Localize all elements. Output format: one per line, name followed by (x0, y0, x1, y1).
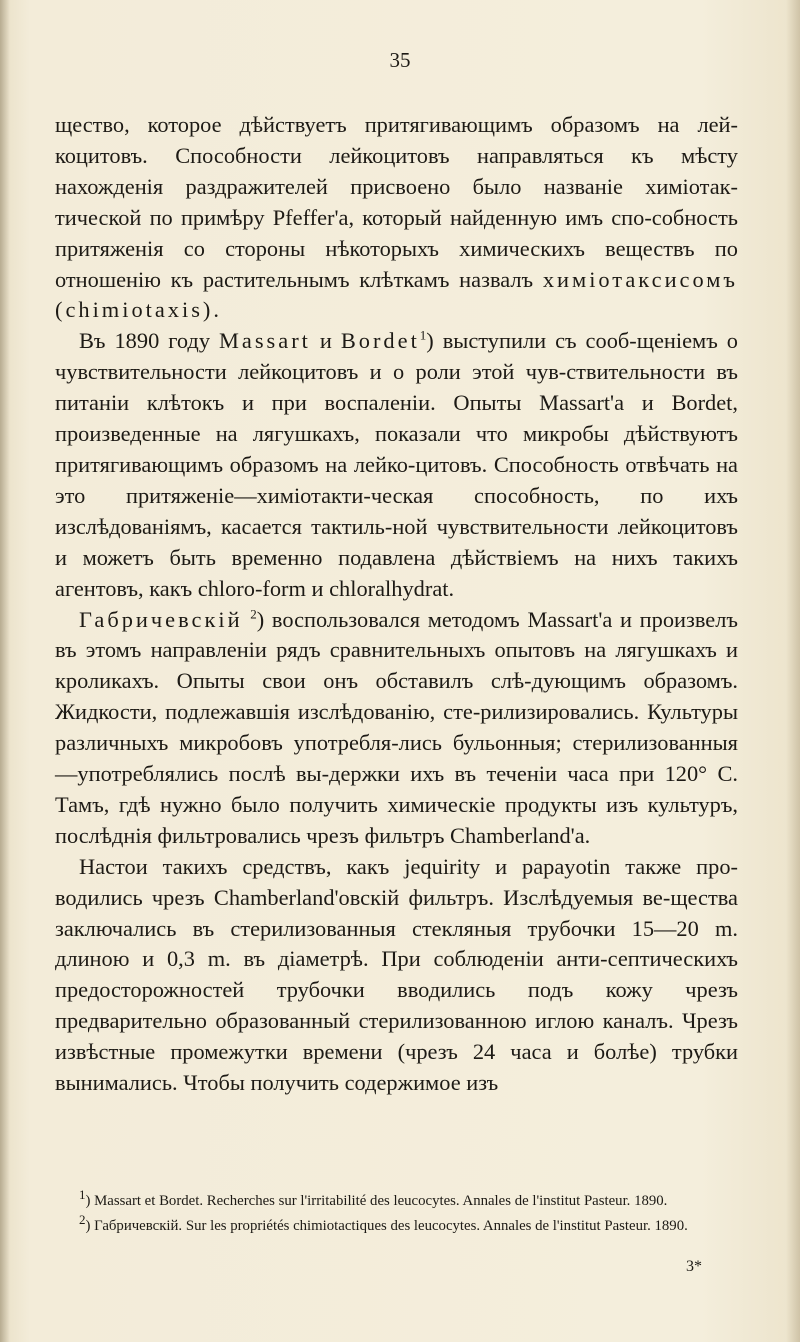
footnote-1-text: Massart et Bordet. Recherches sur l'irritabilité des leucocytes. Annales de l'institut Pasteur. 1890. (94, 1193, 668, 1209)
footnote-2-text: Габричевскій. Sur les propriétés chimiotactiques des leucocytes. Annales de l'institut Pasteur. 1890. (94, 1217, 688, 1234)
author-gabrichevsky: Габричевскій (79, 606, 243, 632)
term-chemotaxis-ru: химіотаксисомъ (542, 266, 739, 292)
paragraph-1 (55, 110, 738, 326)
paragraph-2-text: выступили съ сооб-щеніемъ о чувствительности лейкоцитовъ и о роли этой чув-ствительности въ питаніи клѣтокъ и при воспаленіи. Опыты Massart'а и Bordet, произведенные на лягушкахъ, показали что микробы дѣйствуютъ притягивающимъ образомъ на лейко-цитовъ. Способность отвѣчать на это притяженіе—химіотакти-ческая способность, по ихъ изслѣдованіямъ, касается тактиль-ной чувствительности лейкоцитовъ и можетъ быть временно подавлена дѣйствіемъ на нихъ такихъ агентовъ, какъ chloro-form и chloralhydrat. (55, 328, 738, 601)
paragraph-2-lead: Въ 1890 году (79, 328, 211, 354)
paragraph-3: Габричевскій $^2$) воспользовался методомъ Massart'а и произвелъ въ этомъ направленіи рядъ сравнительныхъ опытовъ на лягушкахъ и кроликахъ. Опыты свои онъ обставилъ слѣ-дующимъ образомъ. Жидкости, подлежавшія изслѣдованію, сте-рилизировались. Культуры различныхъ микробовъ употребля-лись бульонныя; стерилизованныя—употреблялись послѣ вы-держки ихъ въ теченіи часа при 120° С. Тамъ, гдѣ нужно было получить химическіе продукты изъ культуръ, послѣднія фильтровались чрезъ фильтръ Chamberland'а. (55, 606, 738, 848)
term-chemotaxis-lat: (chimiotaxis). (55, 297, 222, 323)
page-left-edge-shadow (0, 0, 10, 1342)
paragraph-3-text: воспользовался методомъ Massart'а и произвелъ въ этомъ направленіи рядъ сравнительныхъ опытовъ на лягушкахъ и кроликахъ. Опыты свои онъ обставилъ слѣ-дующимъ образомъ. Жидкости, подлежавшія изслѣдованію, сте-рилизировались. Культуры различныхъ микробовъ употребля-лись бульонныя; стерилизованныя—употреблялись послѣ вы-держки ихъ въ теченіи часа при 120° С. Тамъ, гдѣ нужно было получить химическіе продукты изъ культуръ, послѣднія фильтровались чрезъ фильтръ Chamberland'а. (55, 606, 738, 848)
footnote-2: $^2$) Габричевскій. Sur les propriétés chimiotactiques des leucocytes. Annales de l'institut Pasteur. 1890. (79, 1211, 688, 1234)
paragraph-4-text: Настои такихъ средствъ, какъ jequirity и papayotin также про-водились чрезъ Chamberland'овскій фильтръ. Изслѣдуемыя ве-щества заключались въ стерилизованныя стекляныя трубочки 15—20 m. длиною и 0,3 m. въ діаметрѣ. При соблюденіи анти-септическихъ предосторожностей трубочки вводились подъ кожу чрезъ предварительно образованный стерилизованною иглою каналъ. Чрезъ извѣстные промежутки времени (чрезъ 24 часа и болѣе) трубки вынимались. Чтобы получить содержимое изъ (55, 853, 738, 1096)
page-number: 35 (389, 48, 411, 72)
page-right-edge-shadow (786, 0, 800, 1342)
printer-sheet-signature: 3* (686, 1258, 702, 1275)
conjunction-and: и (319, 328, 332, 354)
author-bordet: Bordet (340, 328, 420, 354)
footnote-1-mark: 1 (79, 1187, 86, 1203)
footnote-ref-2: 2 (250, 606, 257, 622)
main-text (55, 110, 738, 1099)
author-massart: Massart (219, 328, 311, 354)
paragraph-2: Въ 1890 году Massart и Bordet$^1$) выступили съ сооб-щеніемъ о чувствительности лейкоцитовъ и о роли этой чув-ствительности въ питаніи клѣтокъ и при воспаленіи. Опыты Massart'а и Bordet, произведенные на лягушкахъ, показали что микробы дѣйствуютъ притягивающимъ образомъ на лейко-цитовъ. Способность отвѣчать на это притяженіе—химіотакти-ческая способность, по ихъ изслѣдованіямъ, касается тактиль-ной чувствительности лейкоцитовъ и можетъ быть временно подавлена дѣйствіемъ на нихъ такихъ агентовъ, какъ chloro-form и chloralhydrat. (55, 327, 738, 601)
paragraph-1-text: щество, которое дѣйствуетъ притягивающимъ образомъ на лей-коцитовъ. Способности лейкоцитовъ направляться къ мѣсту нахожденія раздражителей присвоено было названіе химіотак-тической по примѣру Pfeffer'а, который найденную имъ спо-собность притяженія со стороны нѣкоторыхъ химическихъ веществъ по отношенію къ растительнымъ клѣткамъ назвалъ (55, 112, 738, 292)
footnote-ref-1: 1 (419, 327, 427, 343)
paragraph-4 (55, 852, 738, 1099)
footnotes (55, 1187, 738, 1241)
footnote-1: $^1$) Massart et Bordet. Recherches sur l'irritabilité des leucocytes. Annales de l'institut Pasteur. 1890. (79, 1187, 668, 1209)
footnote-2-mark: 2 (79, 1211, 86, 1227)
